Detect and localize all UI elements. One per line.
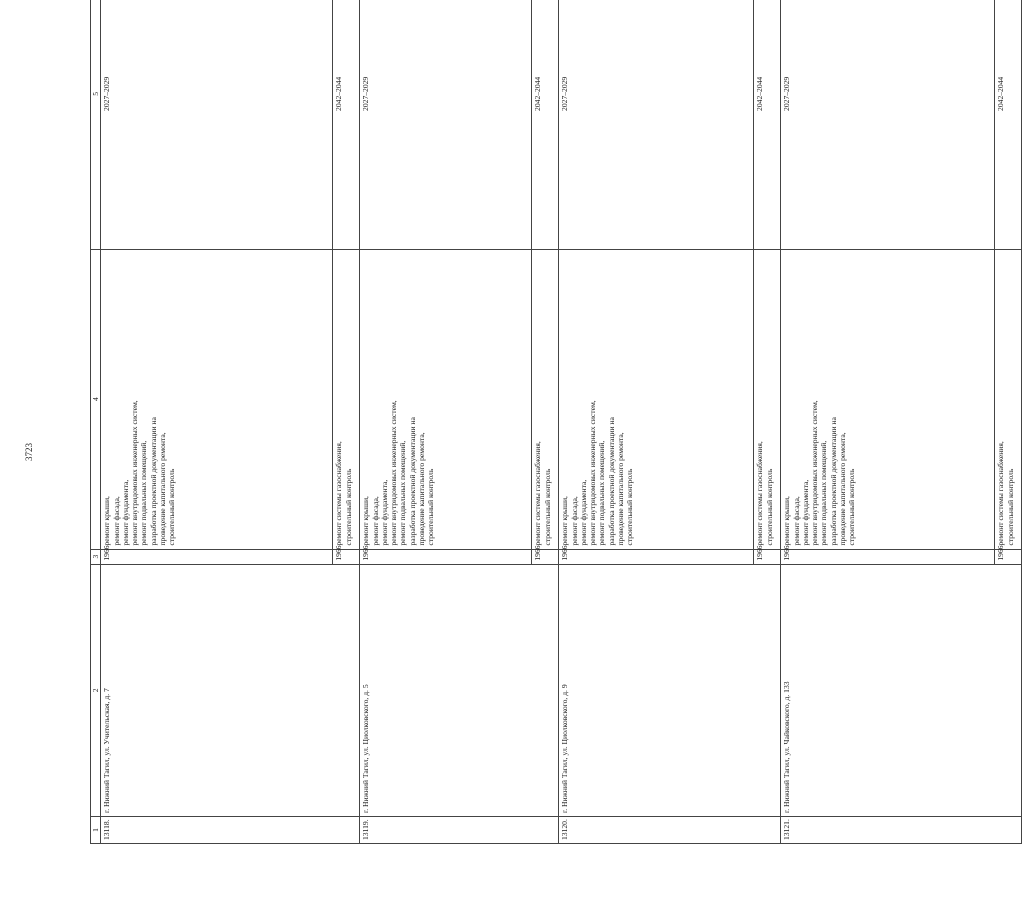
work-item: строительный контроль (426, 468, 436, 546)
work-item: ремонт системы газоснабжения, (533, 441, 543, 546)
period-cell: 2027–2029 (101, 0, 333, 249)
column-number: 1 (91, 817, 101, 844)
work-item: ремонт крыши, (560, 496, 570, 546)
work-item: разработка проектной документации на (407, 417, 417, 546)
period-cell: 2042–2044 (532, 0, 559, 249)
page-number: 3723 (24, 443, 34, 461)
column-number: 3 (91, 549, 101, 564)
period-cell: 2042–2044 (995, 0, 1022, 249)
work-item: ремонт внутридомовых инженерных систем, (389, 400, 399, 546)
work-item: ремонт фасада, (370, 496, 380, 546)
year-cell: 1966 (995, 549, 1022, 564)
work-item: ремонт внутридомовых инженерных систем, (810, 400, 820, 546)
period-cell: 2042–2044 (754, 0, 781, 249)
work-item: строительный контроль (343, 468, 353, 546)
year-cell: 1966 (781, 549, 995, 564)
work-item: ремонт подвальных помещений, (819, 440, 829, 546)
work-item: ремонт системы газоснабжения, (996, 441, 1006, 546)
work-item: ремонт фасада, (791, 496, 801, 546)
column-number-row (91, 0, 101, 844)
column-number: 4 (91, 249, 101, 549)
work-item: строительный контроль (542, 468, 552, 546)
row-number-cell: 13118. (101, 817, 360, 844)
work-item: ремонт фундамента, (578, 479, 588, 546)
table-row (360, 0, 532, 844)
table-row (559, 0, 754, 844)
work-item: ремонт подвальных помещений, (398, 440, 408, 546)
row-number-cell: 13119. (360, 817, 559, 844)
work-item: разработка проектной документации на (148, 417, 158, 546)
work-item: проведение капитального ремонта, (417, 432, 427, 546)
work-item: строительный контроль (764, 468, 774, 546)
work-item: строительный контроль (625, 468, 635, 546)
work-item: ремонт фундамента, (379, 479, 389, 546)
works-cell (532, 249, 559, 549)
work-item: ремонт подвальных помещений, (597, 440, 607, 546)
year-cell: 1966 (559, 549, 754, 564)
works-cell (333, 249, 360, 549)
work-item: ремонт крыши, (782, 496, 792, 546)
works-cell (360, 249, 532, 549)
table-area (90, 0, 1015, 844)
work-item: ремонт фундамента, (800, 479, 810, 546)
year-cell: 1966 (360, 549, 532, 564)
work-item: разработка проектной документации на (606, 417, 616, 546)
work-item: проведение капитального ремонта, (616, 432, 626, 546)
period-cell: 2027–2029 (360, 0, 532, 249)
table-row (781, 0, 995, 844)
works-cell (995, 249, 1022, 549)
year-cell: 1966 (532, 549, 559, 564)
work-item: проведение капитального ремонта, (158, 432, 168, 546)
work-item: ремонт фасада, (569, 496, 579, 546)
period-cell: 2027–2029 (559, 0, 754, 249)
work-item: разработка проектной документации на (828, 417, 838, 546)
work-item: ремонт крыши, (102, 496, 112, 546)
work-item: ремонт внутридомовых инженерных систем, (588, 400, 598, 546)
works-cell (754, 249, 781, 549)
work-item: ремонт фасада, (111, 496, 121, 546)
work-item: ремонт фундамента, (120, 479, 130, 546)
address-cell: г. Нижний Тагил, ул. Циолковского, д. 9 (559, 564, 781, 816)
year-cell: 1966 (333, 549, 360, 564)
address-cell: г. Нижний Тагил, ул. Чайковского, д. 133 (781, 564, 1022, 816)
address-cell: г. Нижний Тагил, ул. Циолковского, д. 5 (360, 564, 559, 816)
work-item: строительный контроль (1005, 468, 1015, 546)
table-row (101, 0, 333, 844)
work-item: ремонт крыши, (361, 496, 371, 546)
works-cell (781, 249, 995, 549)
work-item: проведение капитального ремонта, (838, 432, 848, 546)
work-item: ремонт системы газоснабжения, (334, 441, 344, 546)
row-number-cell: 13120. (559, 817, 781, 844)
address-cell: г. Нижний Тагил, ул. Учительская, д. 7 (101, 564, 360, 816)
period-cell: 2042–2044 (333, 0, 360, 249)
repair-schedule-table (90, 0, 1022, 844)
work-item: ремонт системы газоснабжения, (755, 441, 765, 546)
column-number: 5 (91, 0, 101, 249)
works-cell (559, 249, 754, 549)
works-cell (101, 249, 333, 549)
work-item: строительный контроль (167, 468, 177, 546)
work-item: ремонт внутридомовых инженерных систем, (130, 400, 140, 546)
year-cell: 1966 (101, 549, 333, 564)
work-item: строительный контроль (847, 468, 857, 546)
period-cell: 2027–2029 (781, 0, 995, 249)
year-cell: 1966 (754, 549, 781, 564)
row-number-cell: 13121. (781, 817, 1022, 844)
column-number: 2 (91, 564, 101, 816)
work-item: ремонт подвальных помещений, (139, 440, 149, 546)
